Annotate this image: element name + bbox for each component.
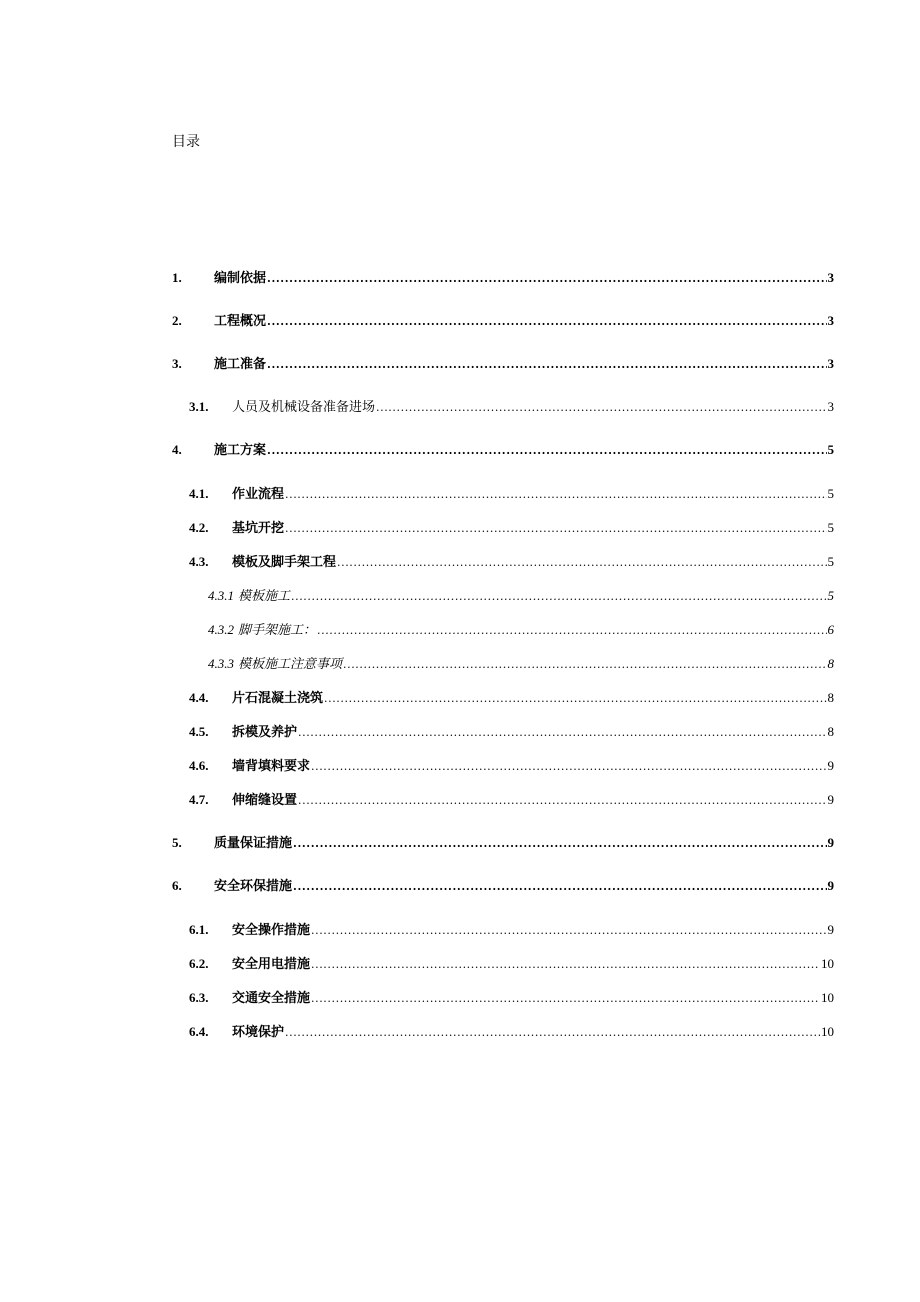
toc-entry[interactable] bbox=[172, 355, 834, 373]
toc-entry-page: 9 bbox=[827, 835, 834, 850]
toc-heading: 目录 bbox=[172, 134, 200, 150]
toc-entry[interactable] bbox=[189, 553, 834, 571]
toc-dot-leader bbox=[285, 486, 826, 504]
toc-entry-page: 9 bbox=[827, 878, 834, 893]
toc-entry[interactable] bbox=[189, 921, 834, 939]
toc-entry-page: 9 bbox=[827, 792, 834, 807]
toc-entry[interactable] bbox=[189, 398, 834, 416]
toc-entry[interactable] bbox=[208, 587, 834, 605]
toc-entry-title: 墙背填料要求 bbox=[232, 759, 311, 774]
toc-entry[interactable] bbox=[189, 989, 834, 1007]
toc-entry-title: 脚手架施工： bbox=[238, 623, 317, 638]
toc-entry-number: 4.3.3 bbox=[208, 656, 234, 671]
toc-entry[interactable] bbox=[208, 621, 834, 639]
toc-entry-page: 3 bbox=[827, 270, 834, 285]
toc-entry[interactable] bbox=[189, 723, 834, 741]
toc-entry-page: 6 bbox=[827, 622, 834, 637]
toc-entry[interactable] bbox=[189, 519, 834, 537]
toc-entry-number: 4.4. bbox=[189, 690, 209, 705]
toc-entry[interactable] bbox=[172, 877, 834, 895]
toc-entry-number: 6. bbox=[172, 878, 182, 893]
toc-entry-title: 施工方案 bbox=[214, 443, 267, 458]
toc-entry-number: 6.2. bbox=[189, 956, 209, 971]
toc-entry-title: 安全环保措施 bbox=[214, 879, 293, 894]
toc-entry-title: 模板施工注意事项 bbox=[238, 657, 343, 672]
toc-dot-leader bbox=[267, 356, 826, 374]
toc-entry[interactable] bbox=[172, 441, 834, 459]
toc-dot-leader bbox=[293, 878, 826, 896]
toc-entry-page: 5 bbox=[827, 442, 834, 457]
toc-entry-number: 3.1. bbox=[189, 399, 209, 414]
toc-dot-leader bbox=[324, 690, 826, 708]
toc-entry-title: 安全用电措施 bbox=[232, 957, 311, 972]
toc-entry-page: 3 bbox=[827, 356, 834, 371]
toc-entry-page: 5 bbox=[827, 588, 834, 603]
toc-dot-leader bbox=[298, 724, 826, 742]
toc-entry[interactable] bbox=[189, 1023, 834, 1041]
toc-entry-page: 5 bbox=[827, 520, 834, 535]
toc-entry-page: 3 bbox=[827, 399, 834, 414]
toc-entry-title: 交通安全措施 bbox=[232, 991, 311, 1006]
toc-entry-number: 2. bbox=[172, 313, 182, 328]
toc-entry-number: 6.4. bbox=[189, 1024, 209, 1039]
toc-entry-page: 10 bbox=[821, 990, 834, 1005]
toc-entry-title: 基坑开挖 bbox=[232, 521, 285, 536]
toc-dot-leader bbox=[311, 956, 820, 974]
toc-entry-number: 4.1. bbox=[189, 486, 209, 501]
toc-entry-page: 8 bbox=[827, 690, 834, 705]
toc-entry-title: 作业流程 bbox=[232, 487, 285, 502]
toc-dot-leader bbox=[311, 990, 820, 1008]
toc-entry-number: 4.3.2 bbox=[208, 622, 234, 637]
toc-dot-leader bbox=[343, 656, 826, 674]
toc-entry-number: 6.3. bbox=[189, 990, 209, 1005]
toc-entry[interactable] bbox=[189, 955, 834, 973]
toc-entry-number: 1. bbox=[172, 270, 182, 285]
toc-entry-number: 4.2. bbox=[189, 520, 209, 535]
toc-entry-page: 3 bbox=[827, 313, 834, 328]
toc-entry-page: 9 bbox=[827, 758, 834, 773]
toc-entry-title: 安全操作措施 bbox=[232, 923, 311, 938]
toc-dot-leader bbox=[311, 758, 826, 776]
toc-entry-title: 质量保证措施 bbox=[214, 836, 293, 851]
toc-entry-page: 5 bbox=[827, 486, 834, 501]
toc-entry-title: 片石混凝土浇筑 bbox=[232, 691, 324, 706]
toc-entry-number: 4. bbox=[172, 442, 182, 457]
toc-dot-leader bbox=[376, 399, 826, 417]
toc-entry-title: 伸缩缝设置 bbox=[232, 793, 298, 808]
toc-dot-leader bbox=[337, 554, 826, 572]
toc-entry-page: 8 bbox=[827, 724, 834, 739]
toc-entry-number: 4.6. bbox=[189, 758, 209, 773]
toc-dot-leader bbox=[285, 1024, 820, 1042]
toc-entry-page: 10 bbox=[821, 956, 834, 971]
toc-entry-number: 4.3. bbox=[189, 554, 209, 569]
toc-entry-title: 工程概况 bbox=[214, 314, 267, 329]
toc-entry-title: 拆模及养护 bbox=[232, 725, 298, 740]
toc-entry[interactable] bbox=[172, 312, 834, 330]
toc-entry-title: 人员及机械设备准备进场 bbox=[232, 400, 376, 415]
toc-dot-leader bbox=[293, 835, 826, 853]
toc-entry[interactable] bbox=[189, 485, 834, 503]
toc-dot-leader bbox=[267, 442, 826, 460]
toc-entry-number: 4.5. bbox=[189, 724, 209, 739]
toc-entry-number: 6.1. bbox=[189, 922, 209, 937]
toc-entry[interactable] bbox=[172, 269, 834, 287]
toc-entry-title: 编制依据 bbox=[214, 271, 267, 286]
toc-entry-page: 8 bbox=[827, 656, 834, 671]
toc-entry-number: 4.7. bbox=[189, 792, 209, 807]
toc-dot-leader bbox=[285, 520, 826, 538]
toc-entry-page: 9 bbox=[827, 922, 834, 937]
toc-dot-leader bbox=[311, 922, 826, 940]
toc-dot-leader bbox=[291, 588, 826, 606]
toc-entry[interactable] bbox=[208, 655, 834, 673]
toc-entry-page: 5 bbox=[827, 554, 834, 569]
toc-entry-number: 3. bbox=[172, 356, 182, 371]
toc-entry[interactable] bbox=[189, 689, 834, 707]
toc-entry-page: 10 bbox=[821, 1024, 834, 1039]
toc-entry-title: 模板及脚手架工程 bbox=[232, 555, 337, 570]
toc-dot-leader bbox=[267, 313, 826, 331]
toc-entry[interactable] bbox=[172, 834, 834, 852]
toc-entry[interactable] bbox=[189, 757, 834, 775]
toc-entry-title: 环境保护 bbox=[232, 1025, 285, 1040]
toc-entry-title: 施工准备 bbox=[214, 357, 267, 372]
toc-entry-title: 模板施工 bbox=[238, 589, 291, 604]
toc-entry[interactable] bbox=[189, 791, 834, 809]
toc-entry-number: 4.3.1 bbox=[208, 588, 234, 603]
toc-dot-leader bbox=[298, 792, 826, 810]
toc-dot-leader bbox=[317, 622, 826, 640]
toc-entry-number: 5. bbox=[172, 835, 182, 850]
toc-dot-leader bbox=[267, 270, 826, 288]
